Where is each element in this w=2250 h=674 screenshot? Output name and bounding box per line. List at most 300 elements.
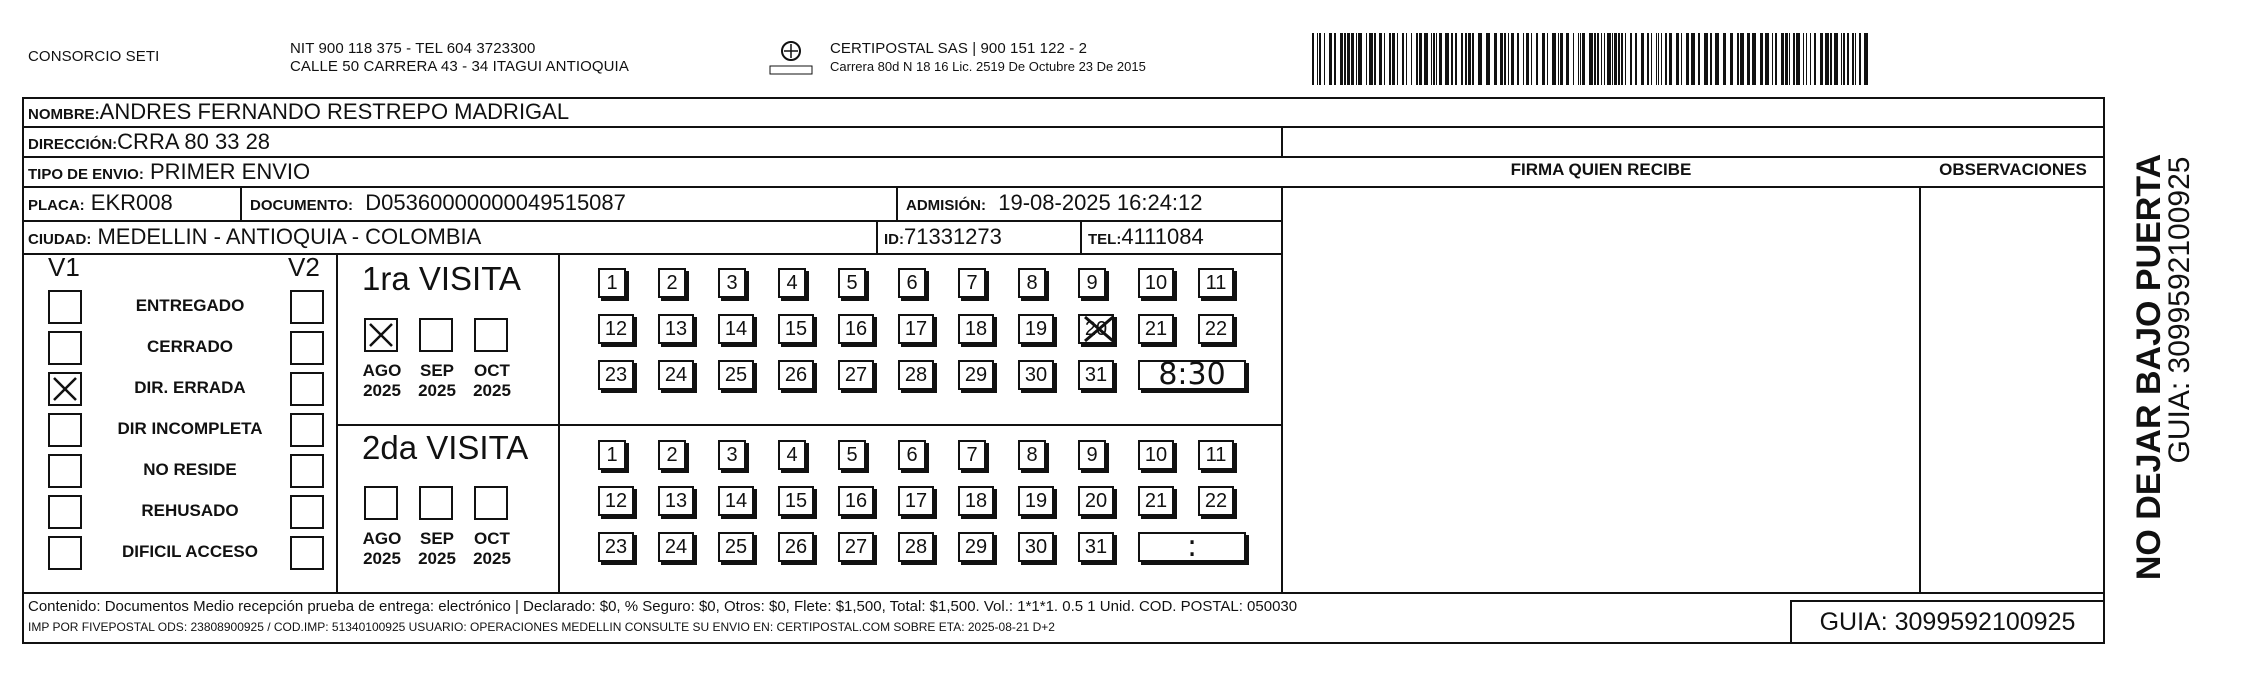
- visit1-day-box[interactable]: [1018, 268, 1046, 298]
- v2-checkbox[interactable]: [290, 536, 324, 570]
- v1-checkbox[interactable]: [48, 372, 82, 406]
- visit2-day-number: 11: [1205, 444, 1227, 466]
- visit1-day-number: 4: [786, 272, 798, 294]
- v2-checkbox[interactable]: [290, 372, 324, 406]
- visit1-day-number: 18: [964, 318, 988, 340]
- visit1-day-box[interactable]: [1138, 314, 1174, 344]
- visit1-day-box[interactable]: [1078, 314, 1114, 344]
- barcode-bar: [1433, 33, 1435, 85]
- visit2-day-number: 22: [1204, 490, 1228, 512]
- v2-checkbox[interactable]: [290, 413, 324, 447]
- visit1-day-box[interactable]: [898, 360, 934, 390]
- barcode-bar: [1589, 33, 1593, 85]
- visit1-day-box[interactable]: [898, 314, 934, 344]
- visit2-day-number: 5: [846, 444, 858, 466]
- barcode-bar: [1618, 33, 1620, 85]
- visit1-day-number: 12: [604, 318, 628, 340]
- visit1-day-number: 1: [606, 272, 618, 294]
- v1-checkbox[interactable]: [48, 536, 82, 570]
- ciudad-value: MEDELLIN - ANTIOQUIA - COLOMBIA: [97, 224, 482, 249]
- barcode-bar: [1820, 33, 1823, 85]
- visit2-day-number: 12: [604, 490, 628, 512]
- visit1-day-mark: [1082, 314, 1116, 351]
- visit2-day-box[interactable]: [1018, 486, 1054, 516]
- side-guia-text: GUIA: 3099592100925: [2163, 156, 2196, 464]
- barcode-bar: [1852, 33, 1854, 85]
- visit1-day-box[interactable]: [718, 314, 754, 344]
- status-option-label: DIR. ERRADA: [134, 378, 246, 397]
- barcode-bar: [1324, 33, 1325, 85]
- visit2-month-checkbox[interactable]: [419, 486, 453, 520]
- company-info: [290, 40, 629, 76]
- admision-value: 19-08-2025 16:24:12: [998, 190, 1203, 215]
- visit1-title: 1ra VISITA: [362, 260, 521, 297]
- v2-checkbox[interactable]: [290, 290, 324, 324]
- visit1-day-number: 22: [1204, 318, 1228, 340]
- barcode-bar: [1614, 33, 1617, 85]
- visit1-day-box[interactable]: [1138, 268, 1174, 298]
- visit1-month-year: 2025: [473, 381, 511, 400]
- barcode-bar: [1547, 33, 1548, 85]
- address-line: CALLE 50 CARRERA 43 - 34 ITAGUI ANTIOQUIA: [290, 58, 629, 75]
- visit2-day-number: 16: [844, 490, 868, 512]
- visit2-day-box[interactable]: [598, 532, 634, 562]
- visit1-day-number: 19: [1024, 318, 1048, 340]
- barcode-bar: [1681, 33, 1682, 85]
- visit1-day-number: 10: [1144, 272, 1168, 294]
- visit1-day-box[interactable]: [778, 314, 814, 344]
- barcode-bar: [1347, 33, 1350, 85]
- logo-icon: [768, 38, 814, 82]
- visit1-day-number: 3: [726, 272, 738, 294]
- v2-checkbox[interactable]: [290, 331, 324, 365]
- visit1-day-box[interactable]: [838, 314, 874, 344]
- barcode-bar: [1389, 33, 1391, 85]
- barcode-bar: [1580, 33, 1581, 85]
- status-option-label: REHUSADO: [141, 501, 239, 520]
- visit2-day-box[interactable]: [898, 440, 926, 470]
- visit2-month-checkbox[interactable]: [474, 486, 508, 520]
- visit2-month-checkbox[interactable]: [364, 486, 398, 520]
- visit1-day-number: 17: [904, 318, 928, 340]
- visit1-day-box[interactable]: [958, 268, 986, 298]
- barcode-bar: [1789, 33, 1790, 85]
- barcode: [1310, 33, 1870, 85]
- documento-label: DOCUMENTO:: [250, 197, 354, 214]
- visit2-day-number: 8: [1026, 444, 1038, 466]
- barcode-bar: [1747, 33, 1750, 85]
- barcode-bar: [1781, 33, 1784, 85]
- visit2-day-box[interactable]: [838, 486, 874, 516]
- visit1-day-number: 27: [844, 364, 868, 386]
- barcode-bar: [1419, 33, 1422, 85]
- barcode-bar: [1855, 33, 1856, 85]
- barcode-bar: [1772, 33, 1773, 85]
- placa-label: PLACA:: [28, 197, 85, 214]
- barcode-bar: [1531, 33, 1532, 85]
- x-mark-icon: [366, 320, 396, 350]
- barcode-bar: [1607, 33, 1611, 85]
- visit1-month-label: [464, 361, 520, 401]
- status-option-label: CERRADO: [147, 337, 233, 356]
- visit2-day-number: 25: [724, 536, 748, 558]
- barcode-bar: [1486, 33, 1490, 85]
- placa-field: [28, 188, 173, 221]
- visit2-day-number: 30: [1024, 536, 1048, 558]
- barcode-bar: [1356, 33, 1357, 85]
- tel-label: TEL:: [1088, 231, 1122, 248]
- visit1-day-box[interactable]: [658, 360, 694, 390]
- barcode-bar: [1552, 33, 1556, 85]
- visit1-day-number: 25: [724, 364, 748, 386]
- barcode-bar: [1803, 33, 1804, 85]
- visit2-day-box[interactable]: [778, 532, 814, 562]
- visit1-month-name: AGO: [362, 361, 402, 380]
- company-name: CONSORCIO SETI: [28, 48, 160, 65]
- visit1-day-box[interactable]: [718, 360, 754, 390]
- barcode-bar: [1392, 33, 1395, 85]
- visit1-month-checkbox[interactable]: [364, 318, 398, 352]
- visit2-month-year: 2025: [473, 549, 511, 568]
- barcode-bar: [1508, 33, 1509, 85]
- barcode-bar: [1384, 33, 1385, 85]
- visit1-day-box[interactable]: [898, 268, 926, 298]
- visit2-day-box[interactable]: [1078, 486, 1114, 516]
- barcode-bar: [1740, 33, 1744, 85]
- v1-checkbox[interactable]: [48, 331, 82, 365]
- tipo-value: PRIMER ENVIO: [149, 159, 311, 184]
- footer-guia: GUIA: 3099592100925: [1790, 600, 2105, 644]
- barcode-bar: [1558, 33, 1559, 85]
- visit2-day-box[interactable]: [1078, 440, 1106, 470]
- direccion-field: [28, 127, 270, 160]
- barcode-bar: [1319, 33, 1321, 85]
- barcode-bar: [1641, 33, 1644, 85]
- visit1-month-year: 2025: [418, 381, 456, 400]
- barcode-bar: [1730, 33, 1733, 85]
- certipostal-logo: [768, 38, 814, 82]
- barcode-bar: [1455, 33, 1457, 85]
- barcode-bar: [1351, 33, 1354, 85]
- barcode-bar: [1810, 33, 1811, 85]
- barcode-bar: [1431, 33, 1432, 85]
- visit2-day-box[interactable]: [1018, 440, 1046, 470]
- visit2-day-box[interactable]: [1138, 440, 1174, 470]
- visit2-day-number: 9: [1086, 444, 1098, 466]
- certipostal-info: [830, 40, 1146, 76]
- barcode-bar: [1468, 33, 1471, 85]
- visit1-day-box[interactable]: [1018, 360, 1054, 390]
- id-value: 71331273: [904, 224, 1002, 249]
- visit1-day-number: 21: [1144, 318, 1168, 340]
- visit2-day-number: 26: [784, 536, 808, 558]
- barcode-bar: [1366, 33, 1367, 85]
- visit2-month-label: [464, 529, 520, 569]
- v1-checkbox[interactable]: [48, 290, 82, 324]
- visit2-day-box[interactable]: [658, 532, 694, 562]
- visit2-day-number: 15: [784, 490, 808, 512]
- barcode-bar: [1723, 33, 1726, 85]
- visit2-day-box[interactable]: [658, 440, 686, 470]
- firma-header: FIRMA QUIEN RECIBE: [1510, 160, 1692, 179]
- visit1-day-box[interactable]: [598, 314, 634, 344]
- barcode-bar: [1511, 33, 1514, 85]
- barcode-bar: [1691, 33, 1695, 85]
- visit1-day-number: 13: [664, 318, 688, 340]
- visit1-month-name: OCT: [474, 361, 510, 380]
- visit1-month-name: SEP: [419, 361, 455, 380]
- visit2-day-box[interactable]: [1018, 532, 1054, 562]
- visit1-day-box[interactable]: [1078, 360, 1114, 390]
- visit1-day-number: 26: [784, 364, 808, 386]
- visit2-day-box[interactable]: [1198, 486, 1234, 516]
- barcode-bar: [1710, 33, 1712, 85]
- barcode-bar: [1635, 33, 1637, 85]
- barcode-bar: [1397, 33, 1398, 85]
- barcode-bar: [1369, 33, 1373, 85]
- x-mark-icon: [50, 374, 80, 404]
- visit2-day-number: 31: [1084, 536, 1108, 558]
- barcode-bar: [1523, 33, 1524, 85]
- visit2-title: 2da VISITA: [362, 429, 529, 466]
- barcode-bar: [1334, 33, 1336, 85]
- footer-line2: IMP POR FIVEPOSTAL ODS: 23808900925 / COD.IMP: 51340100925 USUARIO: OPERACIONES MEDELLIN CONSULTE SU ENVIO EN: CERTIPOSTAL.COM SOBRE ETA: 2025-08-21 D+2: [28, 620, 1055, 634]
- nombre-value: ANDRES FERNANDO RESTREPO MADRIGAL: [99, 99, 570, 124]
- visit1-month-label: [409, 361, 465, 401]
- x-mark-icon: [1082, 314, 1116, 344]
- barcode-bar: [1715, 33, 1719, 85]
- v1-checkbox[interactable]: [48, 454, 82, 488]
- barcode-bar: [1478, 33, 1482, 85]
- documento-value: D05360000000049515087: [365, 190, 626, 215]
- visit2-month-name: SEP: [419, 529, 455, 548]
- barcode-bar: [1560, 33, 1563, 85]
- barcode-bar: [1847, 33, 1849, 85]
- visit2-month-name: AGO: [362, 529, 402, 548]
- visit1-day-box[interactable]: [778, 360, 814, 390]
- visit2-day-box[interactable]: [1198, 440, 1234, 470]
- barcode-bar: [1669, 33, 1672, 85]
- barcode-bar: [1358, 33, 1362, 85]
- barcode-bar: [1461, 33, 1463, 85]
- barcode-bar: [1859, 33, 1861, 85]
- visit2-day-box[interactable]: [778, 440, 806, 470]
- visit2-day-box[interactable]: [958, 532, 994, 562]
- visit1-day-box[interactable]: [598, 268, 626, 298]
- visit1-day-box[interactable]: [958, 314, 994, 344]
- barcode-bar: [1500, 33, 1503, 85]
- barcode-bar: [1566, 33, 1569, 85]
- barcode-bar: [1374, 33, 1376, 85]
- barcode-bar: [1814, 33, 1816, 85]
- visit2-month-year: 2025: [363, 549, 401, 568]
- barcode-bar: [1439, 33, 1442, 85]
- tipo-label: TIPO DE ENVIO:: [28, 166, 144, 183]
- visit1-day-number: 23: [604, 364, 628, 386]
- barcode-bar: [1775, 33, 1777, 85]
- barcode-bar: [1737, 33, 1739, 85]
- visit1-time-box[interactable]: 8:30: [1138, 360, 1246, 390]
- barcode-bar: [1825, 33, 1829, 85]
- tel-field: [1088, 222, 1204, 255]
- visit1-day-box[interactable]: [1018, 314, 1054, 344]
- visit2-month-label: [409, 529, 465, 569]
- barcode-bar: [1601, 33, 1602, 85]
- visit1-day-box[interactable]: [1198, 314, 1234, 344]
- admision-label: ADMISIÓN:: [906, 197, 986, 214]
- barcode-bar: [1796, 33, 1800, 85]
- visit2-day-number: 1: [606, 444, 618, 466]
- visit1-month-checkbox[interactable]: [474, 318, 508, 352]
- status-option-label: DIFICIL ACCESO: [121, 542, 258, 561]
- visit2-month-label: [354, 529, 410, 569]
- documento-field: [250, 188, 626, 221]
- admision-field: [906, 188, 1203, 221]
- visit2-day-box[interactable]: [958, 440, 986, 470]
- visit2-day-box[interactable]: [778, 486, 814, 516]
- barcode-bar: [1329, 33, 1332, 85]
- barcode-bar: [1402, 33, 1404, 85]
- no-dejar-text: NO DEJAR BAJO PUERTA: [2130, 153, 2168, 581]
- visit2-day-box[interactable]: [1078, 532, 1114, 562]
- visit1-day-number: 9: [1086, 272, 1098, 294]
- direccion-value: CRRA 80 33 28: [117, 129, 271, 154]
- visit1-day-box[interactable]: [1078, 268, 1106, 298]
- visit1-day-number: 11: [1205, 272, 1227, 294]
- visit1-day-number: 24: [664, 364, 688, 386]
- visit2-day-number: 13: [664, 490, 688, 512]
- visit1-day-box[interactable]: [658, 268, 686, 298]
- visit1-day-box[interactable]: [838, 268, 866, 298]
- visit1-day-number: 7: [966, 272, 978, 294]
- barcode-bar: [1676, 33, 1679, 85]
- barcode-bar: [1445, 33, 1449, 85]
- visit1-day-box[interactable]: [658, 314, 694, 344]
- visit2-day-number: 4: [786, 444, 798, 466]
- barcode-bar: [1340, 33, 1343, 85]
- visit1-day-number: 6: [906, 272, 918, 294]
- certipostal-line1: CERTIPOSTAL SAS | 900 151 122 - 2: [830, 40, 1088, 57]
- visit2-day-box[interactable]: [898, 532, 934, 562]
- barcode-bar: [1834, 33, 1838, 85]
- visit2-day-number: 20: [1084, 490, 1108, 512]
- barcode-bar: [1752, 33, 1756, 85]
- visit2-day-box[interactable]: [958, 486, 994, 516]
- v1-checkbox[interactable]: [48, 413, 82, 447]
- barcode-bar: [1647, 33, 1649, 85]
- barcode-bar: [1542, 33, 1545, 85]
- visit1-day-number: 14: [724, 318, 748, 340]
- visit2-month-name: OCT: [474, 529, 510, 548]
- visit2-day-box[interactable]: [658, 486, 694, 516]
- visit2-day-number: 17: [904, 490, 928, 512]
- visit2-day-box[interactable]: [718, 486, 754, 516]
- visit1-day-number: 20: [1084, 318, 1108, 340]
- visit2-day-number: 7: [966, 444, 978, 466]
- visit1-day-box[interactable]: [598, 360, 634, 390]
- visit1-month-label: [354, 361, 410, 401]
- visit2-day-box[interactable]: [838, 532, 874, 562]
- barcode-bar: [1843, 33, 1845, 85]
- nombre-field: [28, 97, 569, 130]
- certipostal-line2: Carrera 80d N 18 16 Lic. 2519 De Octubre 23 De 2015: [830, 59, 1146, 74]
- visit1-day-box[interactable]: [778, 268, 806, 298]
- visit2-day-box[interactable]: [598, 440, 626, 470]
- barcode-bar: [1806, 33, 1807, 85]
- visit2-day-number: 19: [1024, 490, 1048, 512]
- visit2-day-number: 18: [964, 490, 988, 512]
- visit1-day-number: 16: [844, 318, 868, 340]
- status-option-label: DIR INCOMPLETA: [117, 419, 263, 438]
- visit2-day-box[interactable]: [718, 532, 754, 562]
- tel-value: 4111084: [1121, 224, 1204, 249]
- barcode-bar: [1379, 33, 1382, 85]
- v1-checkbox[interactable]: [48, 495, 82, 529]
- visit1-day-box[interactable]: [1198, 268, 1234, 298]
- visit2-day-number: 29: [964, 536, 988, 558]
- barcode-bar: [1406, 33, 1407, 85]
- barcode-bar: [1494, 33, 1497, 85]
- visit2-time-box[interactable]: :: [1138, 532, 1246, 562]
- visit2-day-box[interactable]: [898, 486, 934, 516]
- visit1-day-number: 29: [964, 364, 988, 386]
- v2-checkbox[interactable]: [290, 495, 324, 529]
- visit1-day-number: 5: [846, 272, 858, 294]
- barcode-bar: [1658, 33, 1659, 85]
- barcode-bar: [1317, 33, 1318, 85]
- observaciones-header: OBSERVACIONES: [1939, 160, 2087, 179]
- visit2-day-box[interactable]: [1138, 486, 1174, 516]
- visit2-day-box[interactable]: [718, 440, 746, 470]
- visit1-month-checkbox[interactable]: [419, 318, 453, 352]
- direccion-label: DIRECCIÓN:: [28, 136, 118, 153]
- barcode-bar: [1656, 33, 1657, 85]
- visit2-day-number: 14: [724, 490, 748, 512]
- v2-label: V2: [288, 252, 320, 282]
- visit2-day-number: 3: [726, 444, 738, 466]
- barcode-bar: [1472, 33, 1474, 85]
- barcode-bar: [1465, 33, 1467, 85]
- barcode-graphic: [1310, 33, 1870, 85]
- barcode-bar: [1536, 33, 1538, 85]
- id-label: ID:: [884, 231, 904, 248]
- ciudad-field: [28, 222, 481, 255]
- barcode-bar: [1573, 33, 1574, 85]
- v2-checkbox[interactable]: [290, 454, 324, 488]
- visit1-day-box[interactable]: [958, 360, 994, 390]
- barcode-bar: [1841, 33, 1842, 85]
- visit2-day-box[interactable]: [598, 486, 634, 516]
- barcode-bar: [1612, 33, 1613, 85]
- visit1-day-box[interactable]: [718, 268, 746, 298]
- visit1-month-year: 2025: [363, 381, 401, 400]
- visit1-day-number: 30: [1024, 364, 1048, 386]
- barcode-bar: [1517, 33, 1519, 85]
- barcode-bar: [1785, 33, 1788, 85]
- visit2-day-number: 10: [1144, 444, 1168, 466]
- barcode-bar: [1597, 33, 1599, 85]
- nombre-label: NOMBRE:: [28, 106, 100, 123]
- barcode-bar: [1416, 33, 1418, 85]
- barcode-bar: [1424, 33, 1428, 85]
- visit1-day-box[interactable]: [838, 360, 874, 390]
- barcode-bar: [1704, 33, 1708, 85]
- nit-line: NIT 900 118 375 - TEL 604 3723300: [290, 40, 536, 57]
- barcode-bar: [1625, 33, 1626, 85]
- status-option-label: NO RESIDE: [143, 460, 237, 479]
- visit2-day-box[interactable]: [838, 440, 866, 470]
- visit2-day-number: 21: [1144, 490, 1168, 512]
